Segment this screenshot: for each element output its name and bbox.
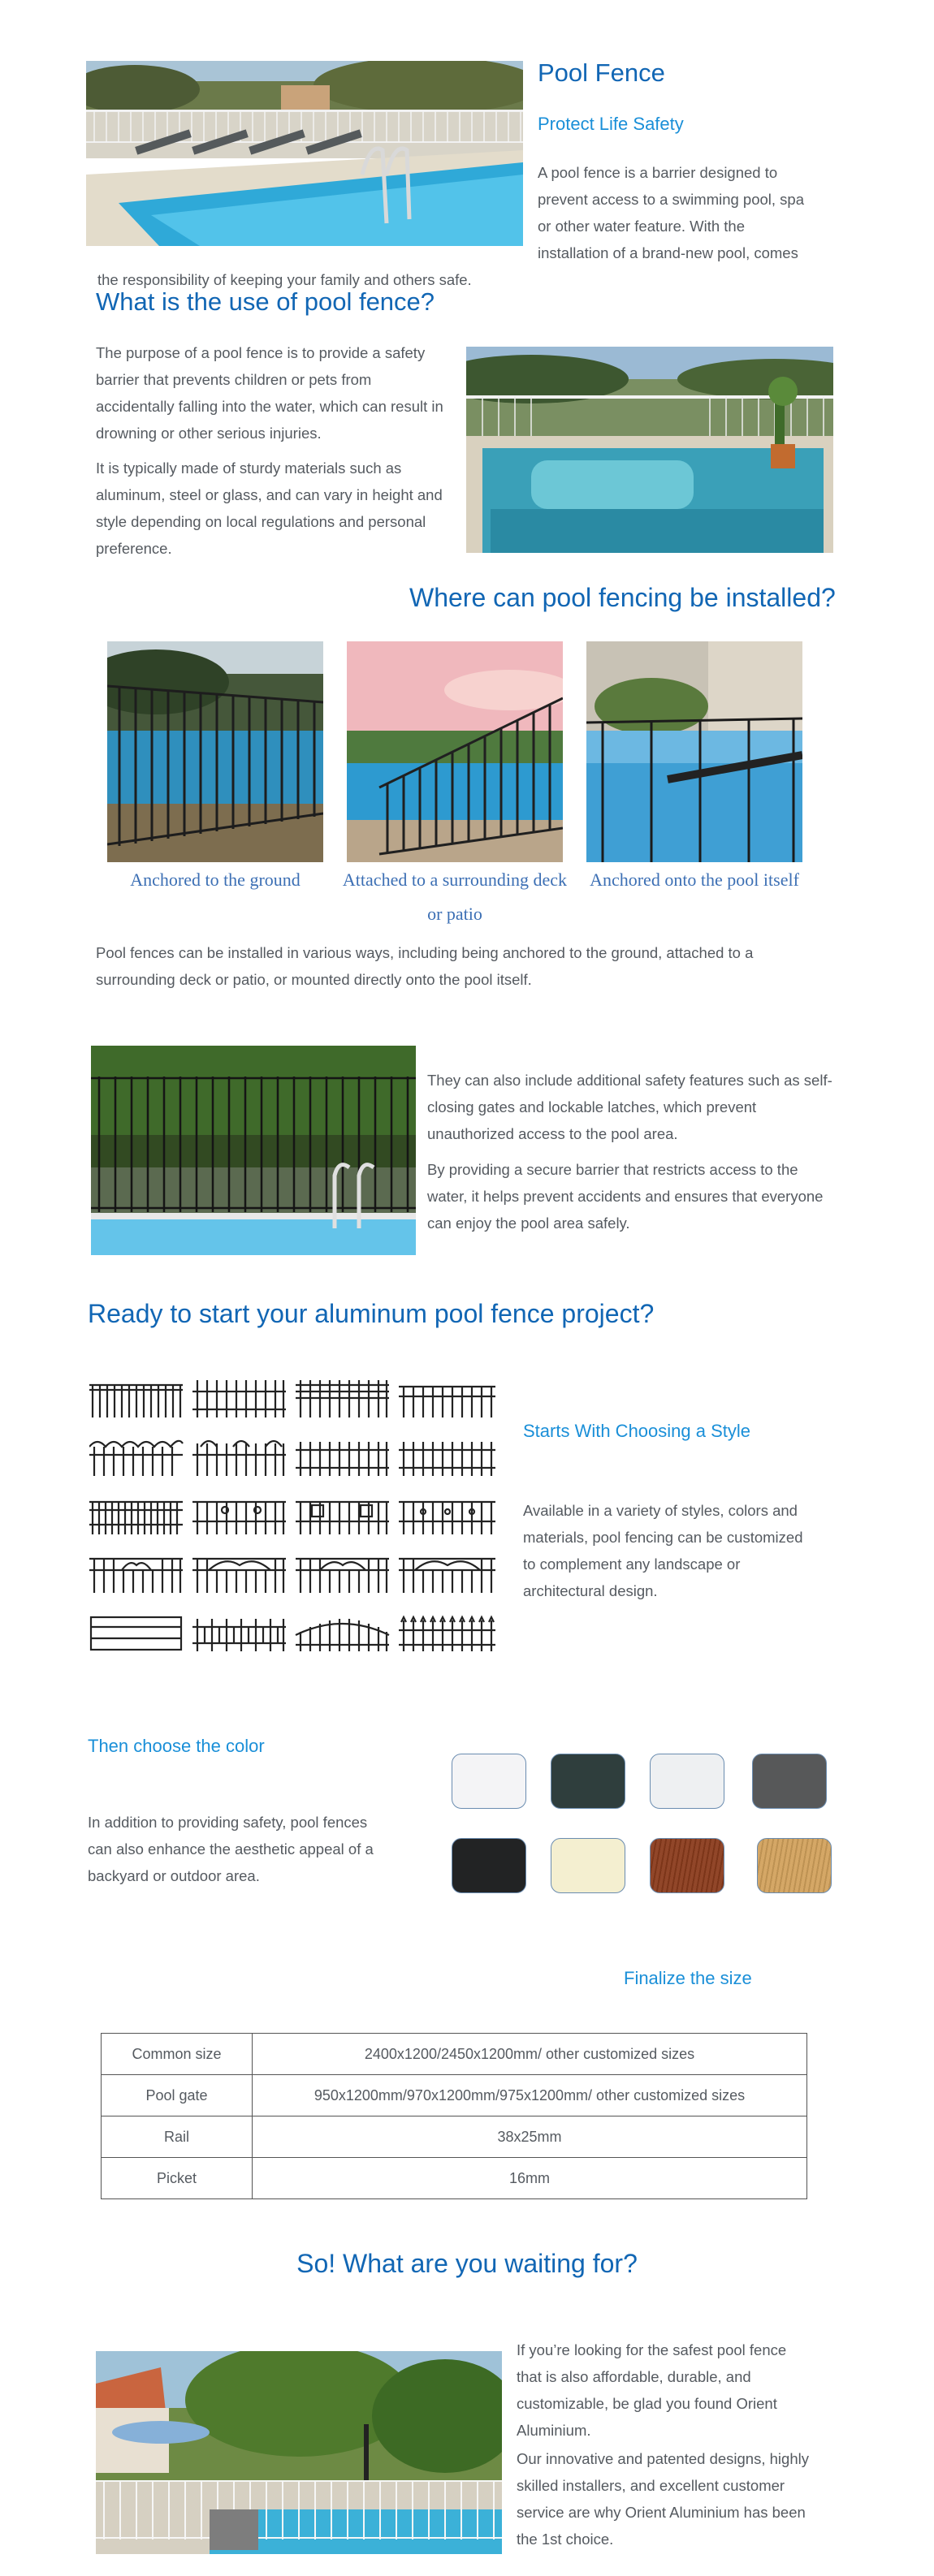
style-option [192, 1619, 286, 1651]
style-option [399, 1387, 495, 1417]
style-option [89, 1441, 183, 1476]
size-label: Picket [102, 2158, 253, 2199]
size-value: 2400x1200/2450x1200mm/ other customized sizes [253, 2034, 807, 2075]
size-value: 38x25mm [253, 2116, 807, 2158]
color-swatch-woodgrain-oak[interactable] [757, 1838, 832, 1893]
cta-heading: So! What are you waiting for? [296, 2249, 638, 2278]
caption-pool: Anchored onto the pool itself [590, 869, 799, 890]
install-heading: Where can pool fencing be installed? [409, 583, 836, 612]
style-option [296, 1502, 389, 1534]
table-row [102, 2075, 807, 2116]
color-swatch-white[interactable] [452, 1754, 526, 1809]
color-subheading: Then choose the color [88, 1736, 265, 1756]
ground-fence-photo [107, 641, 323, 862]
page-title: Pool Fence [538, 58, 665, 87]
caption-ground: Anchored to the ground [130, 869, 301, 890]
use-heading: What is the use of pool fence? [96, 287, 435, 316]
use-paragraph-1: The purpose of a pool fence is to provide a safety barrier that prevents children or pets from accidentally falling into the water, which can result in drowning or other serious injuries. [96, 344, 443, 442]
size-table [101, 2033, 807, 2199]
deck-fence-photo [347, 641, 563, 862]
color-swatch-woodgrain-red[interactable] [650, 1838, 724, 1893]
table-row [102, 2034, 807, 2075]
style-option [192, 1441, 286, 1476]
project-heading: Ready to start your aluminum pool fence project? [88, 1299, 655, 1328]
caption-deck: Attached to a surrounding deck or patio [342, 869, 568, 924]
style-option [296, 1442, 389, 1476]
fence-style-grid [89, 1380, 504, 1656]
style-option [192, 1502, 286, 1534]
style-option [399, 1559, 495, 1593]
style-option [89, 1559, 183, 1593]
safety-paragraph-1: They can also include additional safety features such as self-closing gates and lockable latches, which prevent unauthorized access to the pool area. [427, 1072, 832, 1142]
style-option [399, 1442, 495, 1476]
style-option [399, 1502, 495, 1534]
color-swatch-cream[interactable] [551, 1838, 625, 1893]
use-paragraph-2: It is typically made of sturdy materials such as aluminum, steel or glass, and can vary in height and style depending on local regulations and personal preference. [96, 460, 443, 557]
install-paragraph: Pool fences can be installed in various ways, including being anchored to the ground, attached to a surrounding deck or patio, or mounted directly onto the pool itself. [96, 944, 754, 988]
style-option [89, 1502, 183, 1534]
style-option [296, 1619, 389, 1651]
color-swatch-grey[interactable] [752, 1754, 827, 1809]
size-value: 950x1200mm/970x1200mm/975x1200mm/ other customized sizes [253, 2075, 807, 2116]
color-swatch-dark-green[interactable] [551, 1754, 625, 1809]
size-subheading: Finalize the size [624, 1968, 752, 1988]
spa-pool-photo [466, 347, 833, 553]
pool-mounted-fence-photo [586, 641, 802, 862]
cta-paragraph-2: Our innovative and patented designs, highly skilled installers, and excellent customer service are why Orient Aluminium has been the 1st choice. [517, 2450, 809, 2548]
style-option [89, 1385, 183, 1417]
safety-paragraph-2: By providing a secure barrier that restricts access to the water, it helps prevent accidents and ensures that everyone can enjoy the pool area safely. [427, 1161, 824, 1232]
table-row [102, 2158, 807, 2199]
size-label: Rail [102, 2116, 253, 2158]
intro-text: A pool fence is a barrier designed to prevent access to a swimming pool, spa or other water feature. With the installation of a brand-new pool, comes the responsibility of keeping your family and others safe. [97, 164, 805, 288]
size-label: Common size [102, 2034, 253, 2075]
style-option [296, 1559, 389, 1593]
color-swatch-light-grey[interactable] [650, 1754, 724, 1809]
style-option [399, 1617, 495, 1651]
table-row [102, 2116, 807, 2158]
style-option [192, 1380, 286, 1417]
intro-paragraph [86, 159, 809, 293]
black-fence-pool-photo [91, 1046, 416, 1255]
garden-pool-photo [96, 2351, 502, 2554]
cta-paragraph-1: If you’re looking for the safest pool fence that is also affordable, durable, and customizable, be glad you found Orient Aluminium. [517, 2341, 787, 2439]
color-swatch-black[interactable] [452, 1838, 526, 1893]
size-label: Pool gate [102, 2075, 253, 2116]
style-subheading: Starts With Choosing a Style [523, 1421, 751, 1441]
style-option [91, 1617, 181, 1650]
style-option [192, 1559, 286, 1593]
intro-subtitle: Protect Life Safety [538, 114, 684, 134]
size-value: 16mm [253, 2158, 807, 2199]
style-option [296, 1380, 389, 1417]
color-paragraph: In addition to providing safety, pool fences can also enhance the aesthetic appeal of a backyard or outdoor area. [88, 1814, 374, 1884]
style-paragraph: Available in a variety of styles, colors and materials, pool fencing can be customized to complement any landscape or architectural design. [523, 1502, 803, 1599]
